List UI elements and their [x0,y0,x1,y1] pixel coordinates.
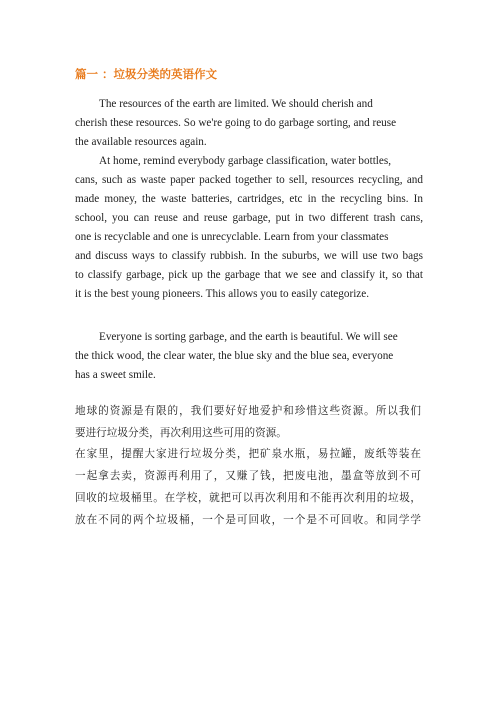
english-paragraph-1 [75,95,423,152]
text-line: one is recyclable and one is unrecyclable. Learn from your classmates [75,231,389,243]
text-line: 要进行垃圾分类，再次利用这些可用的资源。 [75,427,287,439]
text-line: the thick wood, the clear water, the blue sky and the blue sea, everyone [75,350,394,362]
text-line: cherish these resources. So we're going to do garbage sorting, and reuse [75,117,397,129]
text-line: The resources of the earth are limited. We should cherish and [99,98,373,110]
text-line: At home, remind everybody garbage classification, water bottles, [99,155,392,167]
chinese-paragraph-2 [75,443,421,531]
text-line: it is the best young pioneers. This allows you to easily categorize. [75,288,370,300]
text-line: school, you can reuse and reuse garbage, put in two different trash cans, [75,212,423,224]
text-line: 在家里，提醒大家进行垃圾分类，把矿泉水瓶，易拉罐，废纸等装在 [75,448,421,460]
text-line: 放在不同的两个垃圾桶，一个是可回收，一个是不可回收。和同学学 [75,514,421,526]
text-line: Everyone is sorting garbage, and the earth is beautiful. We will see [99,331,398,343]
english-paragraph-2 [75,152,423,304]
text-line: to classify garbage, pick up the garbage that we see and classify it, so that [75,269,423,281]
text-line: made money, the waste batteries, cartridges, etc in the recycling bins. In [75,193,423,205]
text-line: and discuss ways to classify rubbish. In the suburbs, we will use two bags [75,250,423,262]
english-paragraph-3 [75,328,423,385]
text-line: the available resources again. [75,136,207,148]
chinese-paragraph-1 [75,400,421,444]
text-line: has a sweet smile. [75,369,156,381]
text-line: 地球的资源是有限的，我们要好好地爱护和珍惜这些资源。所以我们 [75,405,421,417]
essay-title: 篇一 ：垃圾分类的英语作文 [75,67,218,81]
text-line: 一起拿去卖，资源再利用了，又赚了钱，把废电池，墨盒等放到不可 [75,470,421,482]
text-line: 回收的垃圾桶里。在学校，就把可以再次利用和不能再次利用的垃圾， [75,492,421,504]
text-line: cans, such as waste paper packed together to sell, resources recycling, and [75,174,423,186]
